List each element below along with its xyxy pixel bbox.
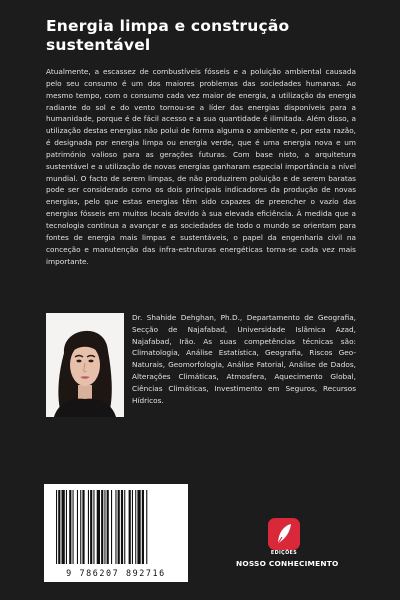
barcode-bar — [121, 490, 123, 564]
barcode-bar — [58, 490, 60, 564]
barcode-bar — [124, 490, 125, 564]
publisher-name: NOSSO CONHECIMENTO — [236, 559, 339, 568]
barcode-bar — [104, 490, 105, 564]
author-photo — [46, 313, 124, 417]
barcode-bar — [142, 490, 144, 564]
quill-feather-icon — [268, 518, 300, 550]
book-title: Energia limpa e construção sustentável — [46, 17, 290, 54]
publisher-label-small: EDIÇÕES — [270, 551, 298, 556]
barcode-bar — [88, 490, 89, 564]
barcode-bar — [111, 490, 112, 564]
barcode-bar — [129, 490, 131, 564]
barcode-bar — [118, 490, 120, 564]
barcode-bar — [115, 490, 116, 564]
barcode-bar — [101, 490, 103, 564]
barcode-bar — [80, 490, 81, 564]
barcode-bar — [77, 490, 78, 564]
book-description: Atualmente, a escassez de combustíveis fósseis e a poluição ambiental causada pelo seu consumo é um dos maiores problemas das sociedades humanas. Ao mesmo tempo, com o consumo cada vez maior de energia, a utilização da energia radiante do sol e do vento tornou-se a líder das energias disponíveis para a humanidade, porque é de fácil acesso e a sua quantidade é ilimitada. Além disso, a utilização destas energias não polui de forma alguma o ambiente e, por esta razão, é designada por energia limpa ou energia verde, que é uma energia nova e um património valioso para as gerações futuras. Com base nisto, a arquitetura sustentável e a utilização de novas energias ganharam especial importância a nível mundial. O facto de serem limpas, de não produzirem poluição e de serem baratas pode ser considerado como os dois principais indicadores da produção de novas energias, pelo que estas energias têm sido capazes de preencher o vazio das energias fósseis em muitos locais devido à sua elevada eficiência. À medida que a tecnologia continua a avançar e as sociedades de todo o mundo se orientam para fontes de energia mais limpas e sustentáveis, o papel da engenharia civil na conceção e manutenção das infra-estruturas energéticas torna-se cada vez mais importante. — [46, 67, 356, 266]
barcode-bar — [66, 490, 67, 564]
barcode-bar — [146, 490, 147, 564]
isbn-barcode — [44, 484, 188, 582]
barcode-bar — [73, 490, 74, 564]
barcode-bar — [107, 490, 109, 564]
barcode-bar — [132, 490, 133, 564]
barcode-bar — [137, 490, 140, 564]
barcode-bar — [56, 490, 57, 564]
author-bio: Dr. Shahide Dehghan, Ph.D., Departamento de Geografia, Secção de Najafabad, Universidade Islâmica Azad, Najafabad, Irão. As suas competências técnicas são: Climatologia, Análise Estatística, Geografia, Riscos Geo-Naturais, Geomorfologia, Análise Fatorial, Análise de Dados, Alterações Climáticas, Atmosfera, Aquecimento Global, Ciências Climáticas, Investimento em Seguros, Recursos Hídricos. — [132, 313, 356, 405]
author-portrait-icon — [46, 313, 124, 417]
barcode-bar — [135, 490, 136, 564]
barcode-bar — [93, 490, 94, 564]
barcode-bar — [62, 490, 65, 564]
publisher-logo — [236, 518, 344, 578]
barcode-bar — [82, 490, 84, 564]
barcode-bar — [69, 490, 71, 564]
barcode-bar — [97, 490, 100, 564]
barcode-bar — [90, 490, 92, 564]
isbn-digits: 9 786207 892716 — [66, 568, 166, 578]
